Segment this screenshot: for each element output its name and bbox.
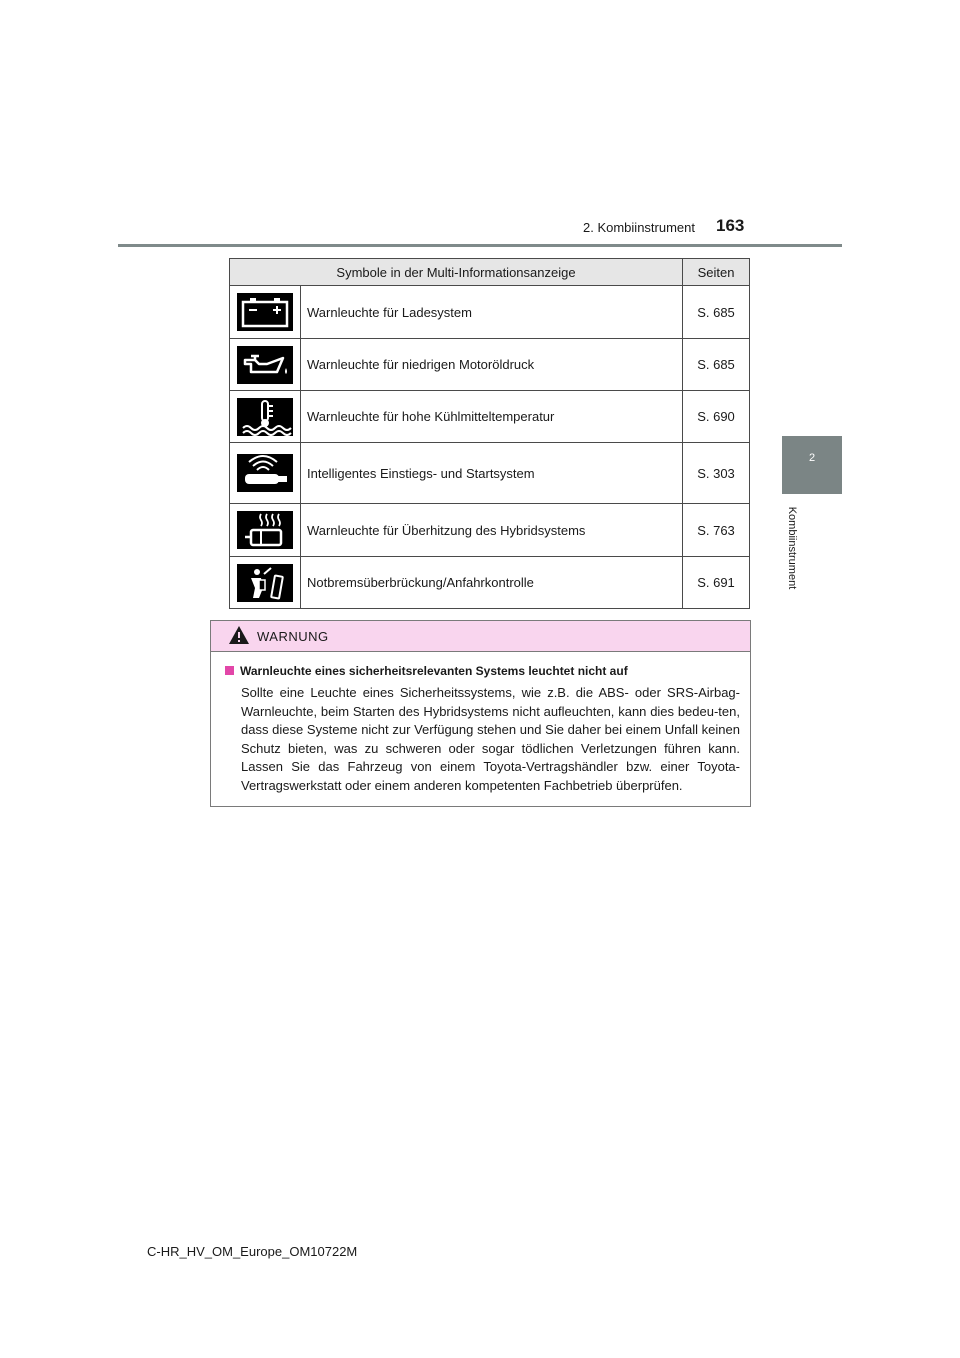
battery-icon	[237, 293, 293, 331]
symbol-table	[229, 258, 750, 609]
square-bullet-icon	[225, 666, 234, 675]
warning-box	[210, 620, 751, 807]
warning-title: WARNUNG	[257, 629, 329, 644]
warning-triangle-icon	[228, 625, 250, 645]
smart-key-icon	[237, 454, 293, 492]
page-number: 163	[716, 216, 745, 235]
row-page-ref: S. 691	[683, 557, 750, 609]
chapter-side-tab	[782, 436, 842, 494]
row-label: Warnleuchte für Ladesystem	[301, 286, 683, 339]
row-label: Warnleuchte für Überhitzung des Hybridsystems	[301, 504, 683, 557]
row-label: Warnleuchte für hohe Kühlmitteltemperatur	[301, 391, 683, 443]
warning-item-heading	[225, 664, 628, 678]
chapter-title: 2. Kombiinstrument	[583, 220, 695, 235]
row-label: Notbremsüberbrückung/Anfahrkontrolle	[301, 557, 683, 609]
table-row	[230, 286, 750, 339]
table-row	[230, 504, 750, 557]
row-page-ref: S. 303	[683, 443, 750, 504]
row-page-ref: S. 685	[683, 286, 750, 339]
row-page-ref: S. 685	[683, 339, 750, 391]
oil-can-icon	[237, 346, 293, 384]
header-rule	[118, 244, 842, 247]
table-row	[230, 339, 750, 391]
row-page-ref: S. 763	[683, 504, 750, 557]
row-label: Intelligentes Einstiegs- und Startsystem	[301, 443, 683, 504]
warning-header	[211, 621, 750, 652]
brake-override-icon	[237, 564, 293, 602]
row-page-ref: S. 690	[683, 391, 750, 443]
table-header-row	[230, 259, 750, 286]
column-header-symbols: Symbole in der Multi-Informationsanzeige	[230, 259, 683, 286]
document-code: C-HR_HV_OM_Europe_OM10722M	[147, 1244, 358, 1259]
row-label: Warnleuchte für niedrigen Motoröldruck	[301, 339, 683, 391]
column-header-pages: Seiten	[683, 259, 750, 286]
chapter-tab-number: 2	[808, 452, 816, 464]
table-row	[230, 391, 750, 443]
coolant-thermometer-icon	[237, 398, 293, 436]
table-row	[230, 557, 750, 609]
hybrid-overheat-icon	[237, 511, 293, 549]
warning-body-text: Sollte eine Leuchte eines Sicherheitssystems, wie z.B. die ABS- oder SRS-Airbag-Warnleuchte, beim Starten des Hybridsystems nicht aufleuchten, kann dies bedeu-ten, dass diese Systeme nicht zur Verfügung stehen und Sie daher bei einem Unfall keinen Schutz bieten, was zu schweren oder sogar tödlichen Verletzungen führen kann. Lassen Sie das Fahrzeug von einem Toyota-Vertragshändler bzw. einer Toyota-Vertragswerkstatt oder einem anderen kompetenten Fachbetrieb überprüfen.	[241, 685, 740, 793]
table-row	[230, 443, 750, 504]
warning-item-title: Warnleuchte eines sicherheitsrelevanten Systems leuchtet nicht auf	[240, 664, 628, 678]
chapter-side-label: Kombiinstrument	[786, 506, 798, 590]
